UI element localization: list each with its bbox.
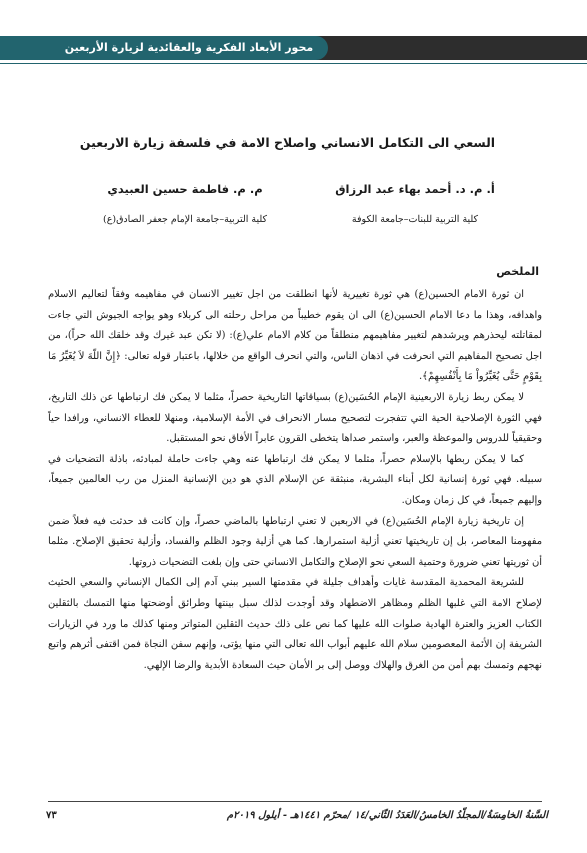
abstract-paragraph: كما لا يمكن ربطها بالإسلام حصراً، مثلما لا يمكن فك ارتباطها عنه وهي جاءت حاملة لمبادئه، باذلة التضحيات في سبيله. فهي ثورة إنسانية لكل أبناء البشرية، منبثقة عن الإسلام الذي هو دين الإنسانية المنزل من رب العالمين جميعاً، وإليهم جميعاً، في كل زمان ومكان.: [48, 453, 542, 506]
author-affiliation: كلية التربية–جامعة الإمام جعفر الصادق(ع): [102, 214, 267, 225]
article-title: السعي الى التكامل الانساني واصلاح الامة في فلسفة زيارة الاربعين: [79, 135, 496, 150]
abstract-heading: الملخص: [496, 265, 539, 278]
abstract-paragraph: ان ثورة الامام الحسين(ع) هي ثورة تغييرية لأنها انطلقت من اجل تغيير الانسان في مفاهيمه وفقاً لتعاليم الاسلام واهدافه، وهذا ما دعا الامام الحسين(ع) الى ان يقوم خطيباً من مراحل رحلته الى كربلاء وهو يواجه الجيوش التي جاءت لمقاتلته ليحذرهم ويرشدهم لتغيير مفاهيمهم منطلقاً من كلام الامام علي(ع): (لا تكن عبد غيرك وقد خلقك الله حراً)، من اجل تصحيح المفاهيم التي انحرفت في اذهان الناس، والتي انحرف الواقع من خلالها، باعتبار قوله تعالى: ﴿إِنَّ اللّهَ لاَ يُغَيِّرُ مَا بِقَوْمٍ حَتَّى يُغَيِّرُواْ مَا بِأَنْفُسِهِمْ﴾.: [48, 289, 542, 383]
section-title: محور الأبعاد الفكرية والعقائدية لزيارة الأربعين: [64, 41, 314, 54]
author-block-2: [75, 182, 295, 225]
author-name: أ. م. د. أحمد بهاء عبد الرزاق: [335, 182, 495, 196]
abstract-paragraph: للشريعة المحمدية المقدسة غايات وأهداف جليلة في مقدمتها السير ببني آدم إلى الكمال الإنساني والسعي الحثيث لإصلاح الامة التي غلبها الظلم ومظاهر الاضطهاد وقد أوجدت لذلك سبل بينتها وطرائق أوضحتها منها التمسك بالثقلين الكتاب العزيز والعترة الهادية صلوات الله عليها كما نص على ذلك حديث الثقلين المتواتر ومنها كذلك ما ورد في الزيارات الشريفة إن الأئمة المعصومين سلام الله عليهم أبواب الله تعالى التي منها يؤتى، وإنهم سفن النجاة فمن اقتفى أثرهم واتبع نهجهم وتمسك بهم أمن من الغرق والهلاك ووصل إلى بر الأمان حيث السعادة الأبدية والرضا الإلهي.: [48, 577, 542, 671]
footer-citation: السَّنةُ الخامِسَةُ/المجلّدُ الخامسُ/العَدَدُ الثّاني/١٤ /محرّم ١٤٤١هـ - أيلول ٢٠١٩م: [226, 810, 548, 821]
header-underline: [0, 63, 587, 64]
author-block-1: [305, 182, 525, 225]
page-number: ٧٣: [46, 810, 57, 821]
footer-divider: [48, 801, 542, 802]
author-affiliation: كلية التربية للبنات–جامعة الكوفة: [351, 214, 479, 225]
abstract-paragraph: إن تاريخية زيارة الإمام الحُسَين(ع) في الاربعين لا تعني ارتباطها بالماضي حصراً، وإن كانت قد حدثت فيه فعلاً ضمن مفهومنا المعاصر، بل إن تاريخيتها تعني أزلية استمرارها. كما هي أزلية وجود الظلم والفساد، وأزلية تحقيق الإصلاح. مثلما أن ثوريتها تعني ضرورة وحتمية السعي نحو الإصلاح والتكامل الانساني حتى وإن بلغت التضحيات ذروتها.: [48, 515, 542, 568]
abstract-body: [48, 285, 542, 676]
author-name: م. م. فاطمة حسين العبيدي: [107, 182, 263, 196]
section-header-band: [0, 36, 587, 66]
abstract-paragraph: لا يمكن ربط زيارة الاربعينية الإمام الحُسَين(ع) بسياقاتها التاريخية حصراً، مثلما لا يمكن فك ارتباطها عن ذلك التاريخ، فهي الثورة الإصلاحية الحية التي تتفجرت لتصحيح مسار الانحراف في الأمة الإسلامية، ومنهلا للعطاء الانساني، ورافدا حياً وحقيقياً للدروس والموعظة والعبر، واستمر صداها يتخطى القرون عابراً الأفاق نحو المستقبل.: [48, 391, 542, 445]
